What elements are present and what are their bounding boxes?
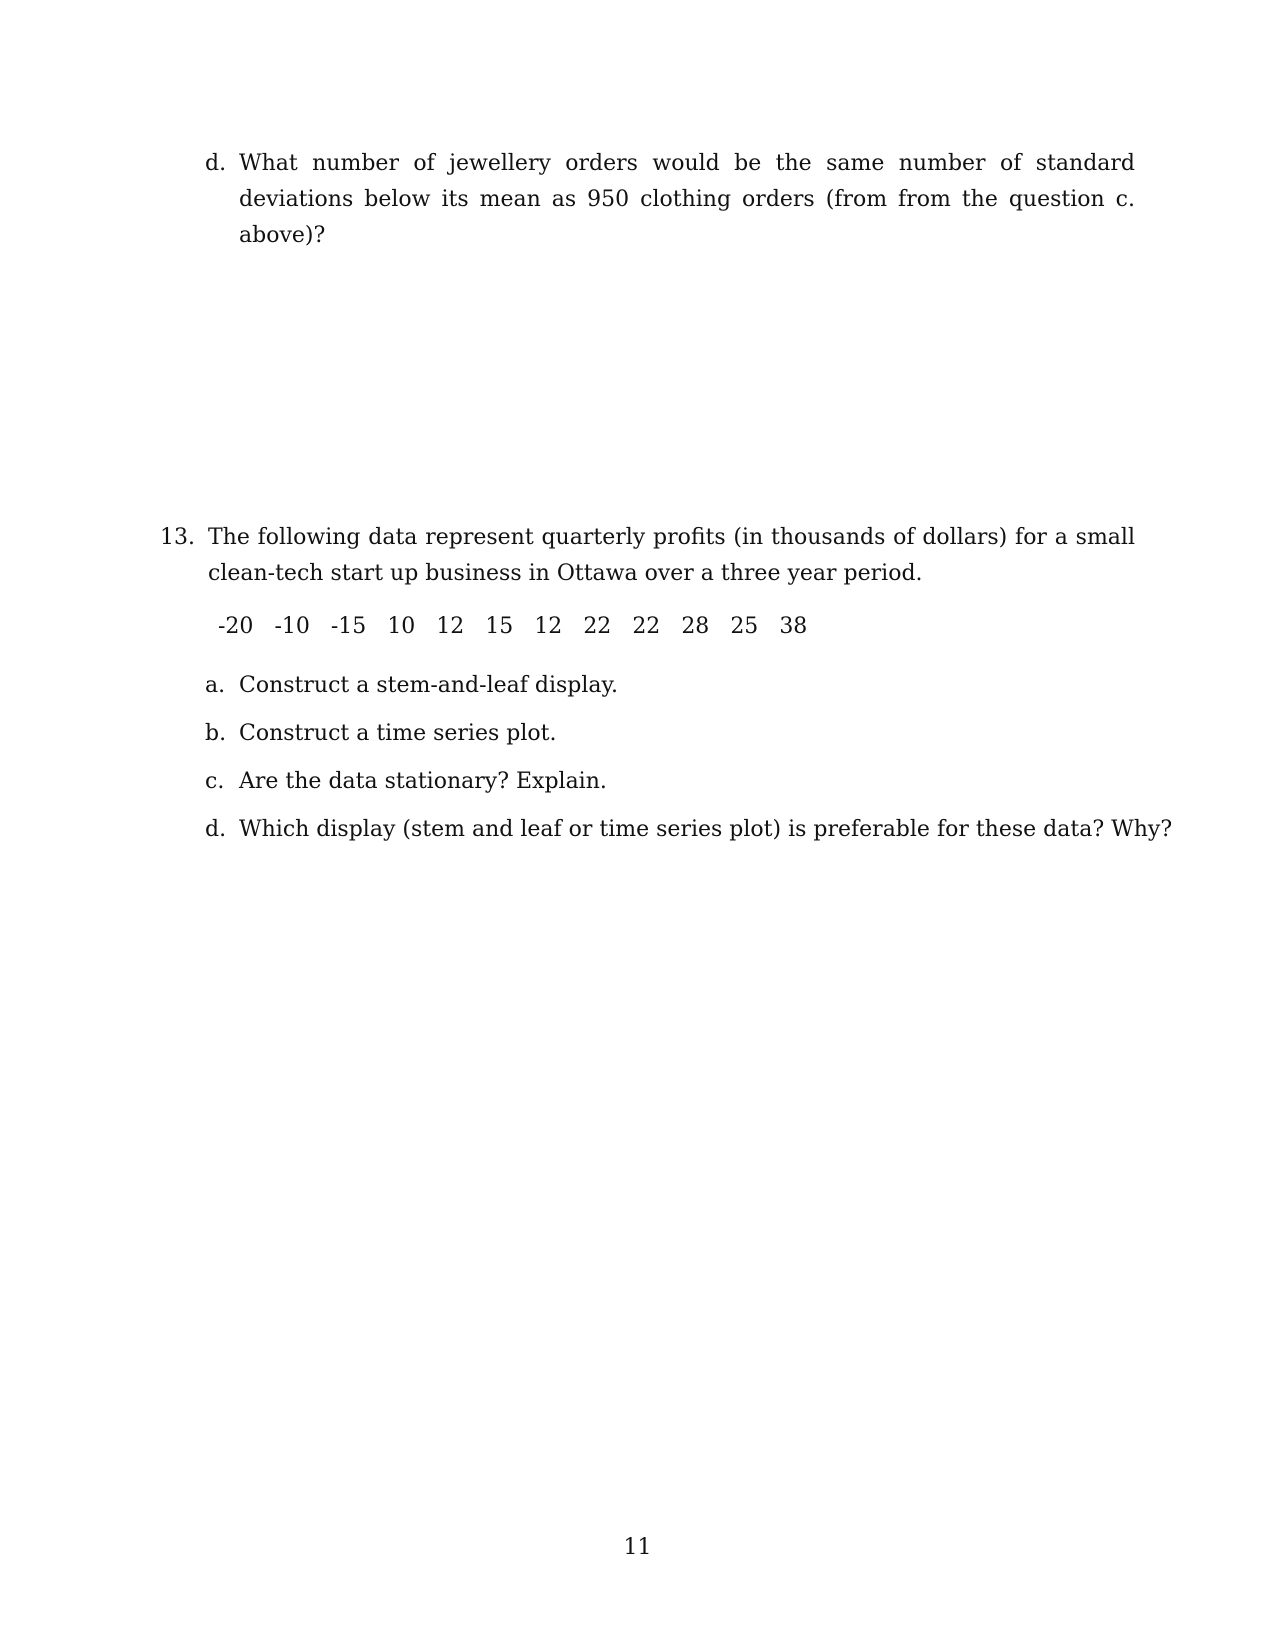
data-value: -15 (330, 614, 367, 639)
question-13c-text: Are the data stationary? Explain. (239, 769, 607, 794)
data-value: -10 (274, 614, 310, 639)
question-13a-text: Construct a stem-and-leaf display. (239, 673, 619, 698)
question-13d (205, 812, 1173, 848)
question-13c-label: c. (205, 769, 225, 794)
profit-data-row (218, 609, 828, 645)
question-13c (205, 764, 1135, 800)
data-value: 15 (485, 614, 514, 639)
question-13-number: 13. (160, 525, 195, 550)
data-value: 22 (632, 614, 661, 639)
question-13b-text: Construct a time series plot. (239, 721, 557, 746)
data-value: 38 (779, 614, 808, 639)
data-value: 25 (730, 614, 759, 639)
question-13 (160, 520, 1135, 592)
data-value: 12 (436, 614, 465, 639)
question-13d-text: Which display (stem and leaf or time series plot) is preferable for these data? Why? (239, 817, 1173, 842)
data-value: 12 (534, 614, 563, 639)
question-13b-label: b. (205, 721, 227, 746)
question-12d-label: d. (205, 151, 227, 176)
question-13-text: The following data represent quarterly profits (in thousands of dollars) for a small clean-tech start up business in Ottawa over a three year period. (208, 525, 1135, 586)
data-value: 10 (387, 614, 416, 639)
question-13b (205, 716, 1135, 752)
question-12d (205, 146, 1135, 254)
data-value: 22 (583, 614, 612, 639)
question-13a-label: a. (205, 673, 226, 698)
question-12d-text: What number of jewellery orders would be the same number of standard deviations below its mean as 950 clothing orders (from from the question c. above)? (239, 151, 1135, 248)
data-value: -20 (218, 614, 254, 639)
page-number: 11 (623, 1535, 652, 1560)
data-value: 28 (681, 614, 710, 639)
question-13d-label: d. (205, 817, 227, 842)
question-13a (205, 668, 1135, 704)
